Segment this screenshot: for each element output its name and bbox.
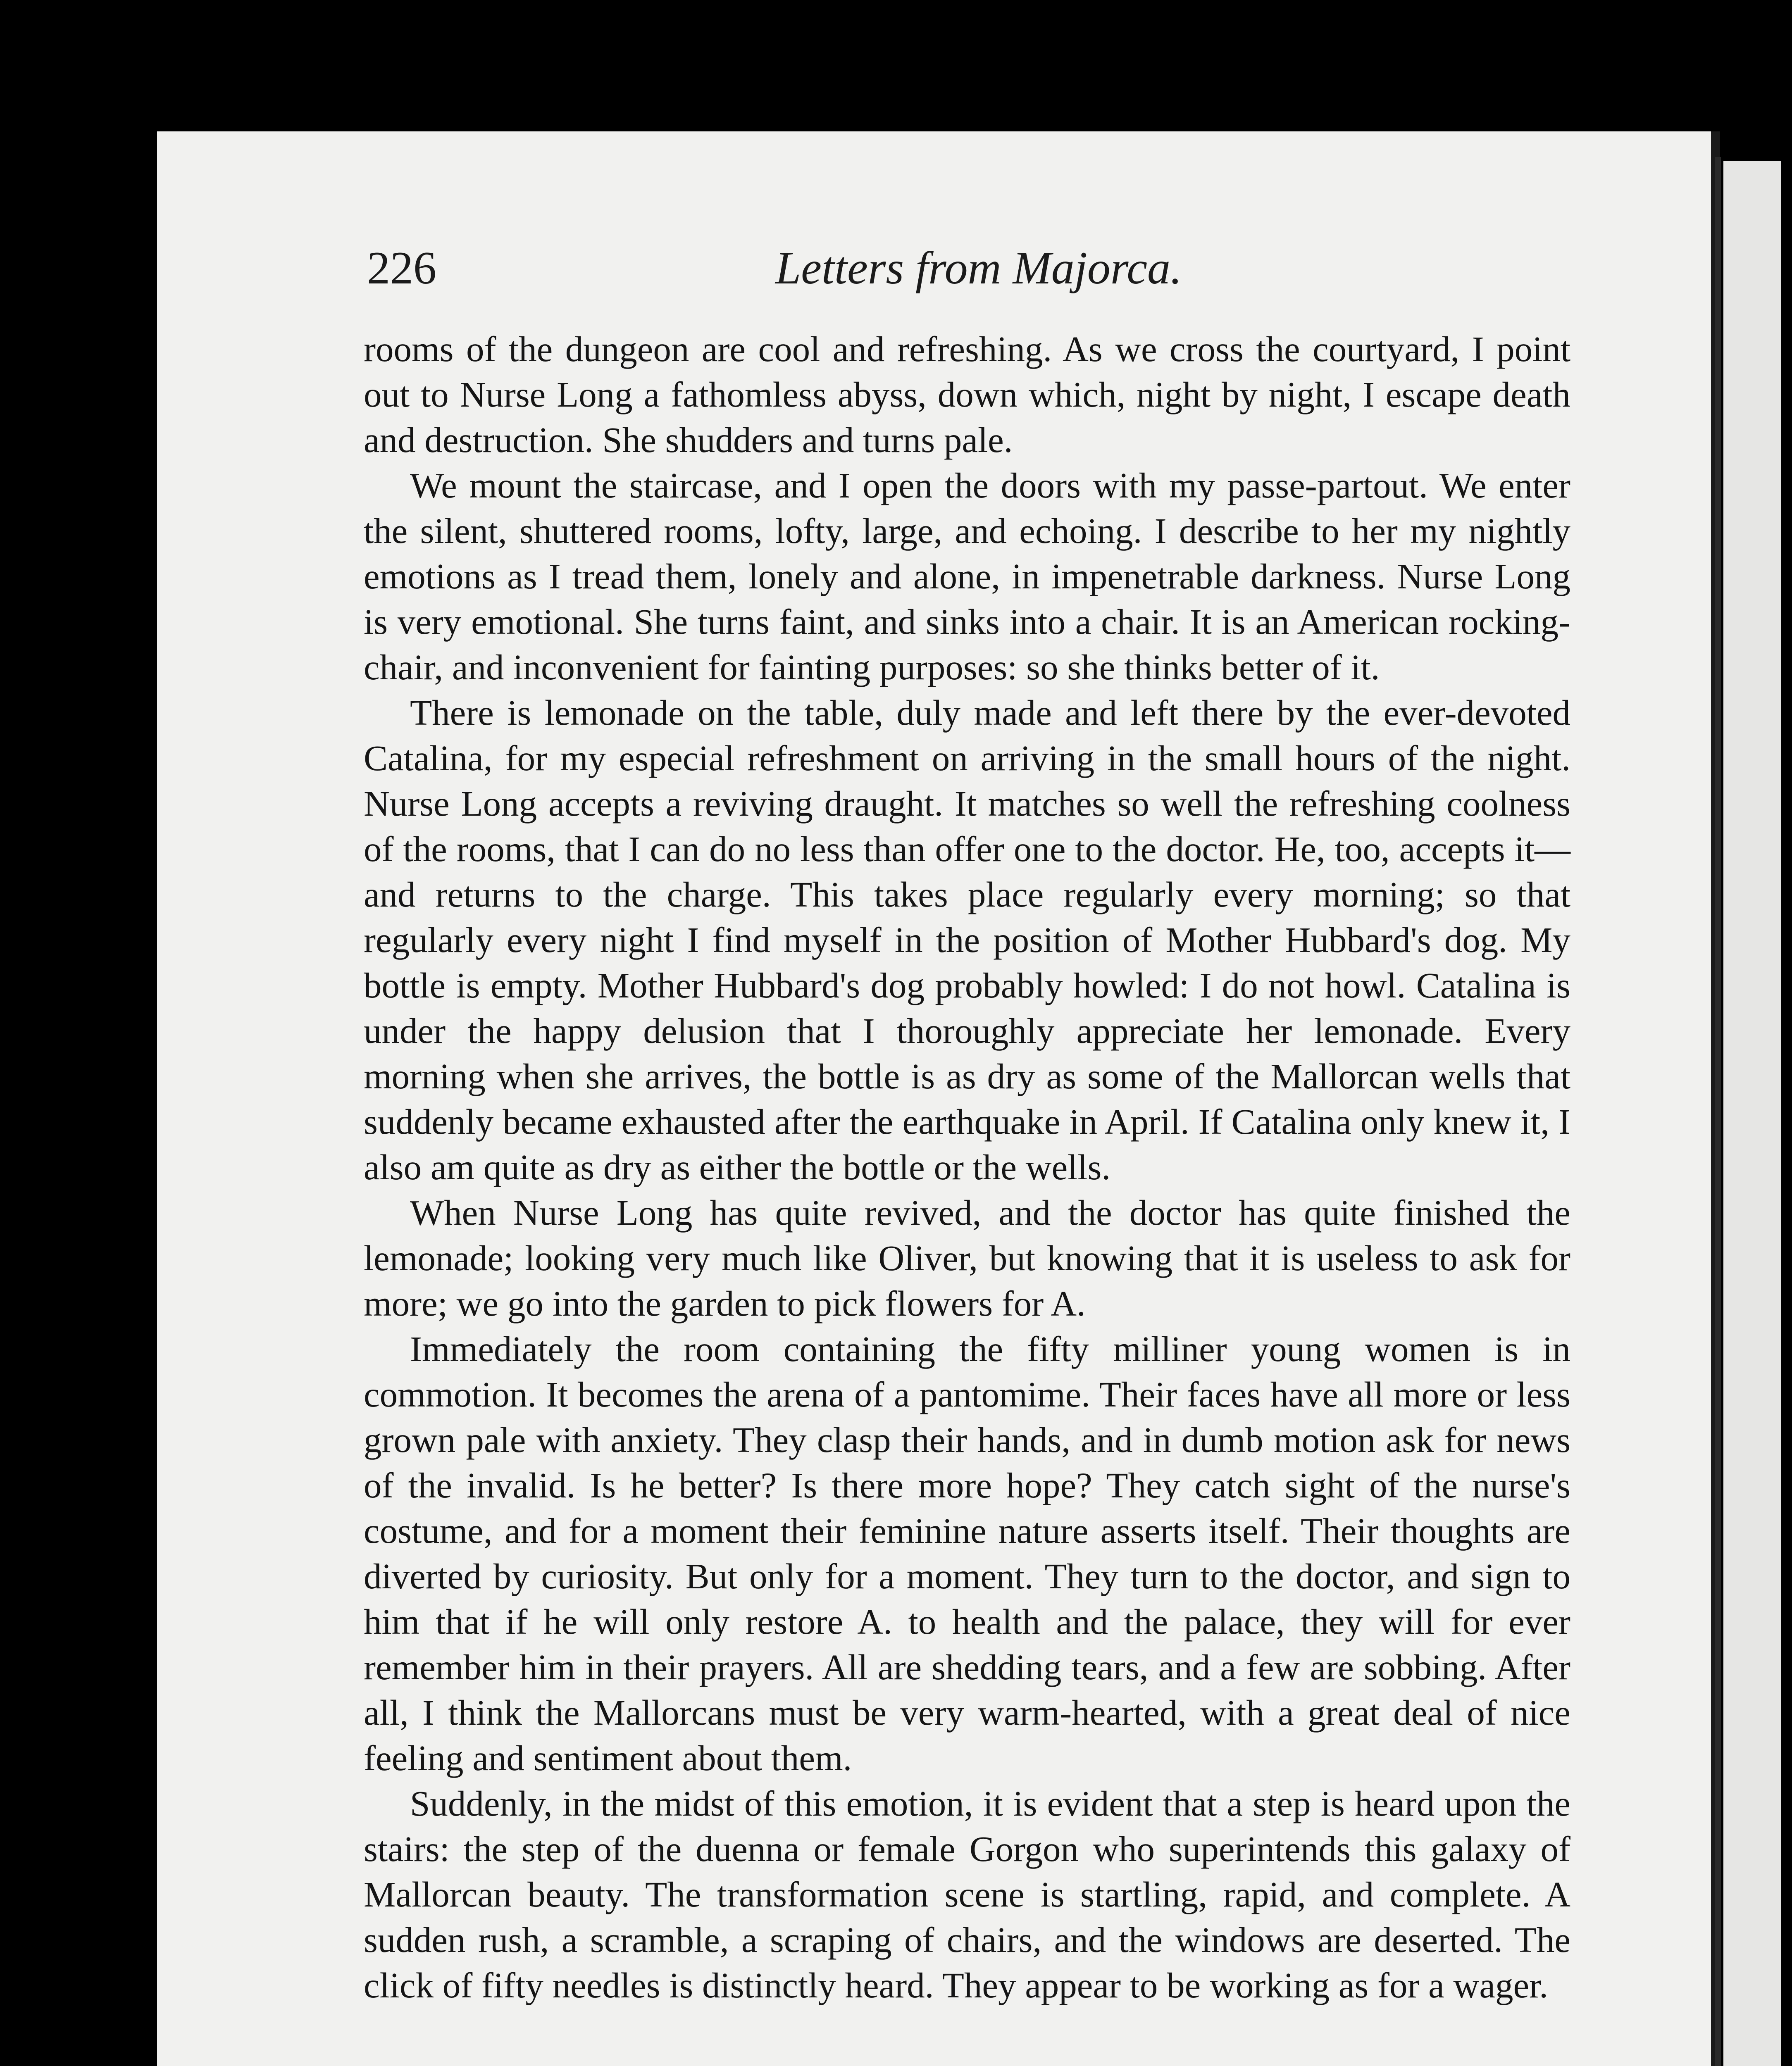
page-number: 226	[367, 243, 436, 294]
body-text	[364, 326, 1570, 2008]
paragraph: There is lemonade on the table, duly made and left there by the ever-devoted Catalina, for my especial refreshment on arriving in the small hours of the night. Nurse Long accepts a reviving draught. It matches so well the refreshing coolness of the rooms, that I can do no less than offer one to the doctor. He, too, accepts it—and returns to the charge. This takes place regularly every morning; so that regularly every night I find myself in the position of Mother Hubbard's dog. My bottle is empty. Mother Hubbard's dog probably howled: I do not howl. Catalina is under the happy delusion that I thoroughly appreciate her lemonade. Every morning when she arrives, the bottle is as dry as some of the Mallorcan wells that suddenly became exhausted after the earthquake in April. If Catalina only knew it, I also am quite as dry as either the bottle or the wells.	[364, 693, 1570, 1187]
page-header	[367, 242, 1590, 300]
paragraph: We mount the staircase, and I open the doors with my passe-partout. We enter the silent, shuttered rooms, lofty, large, and echoing. I describe to her my nightly emotions as I tread them, lonely and alone, in impenetrable darkness. Nurse Long is very emotional. She turns faint, and sinks into a chair. It is an American rocking-chair, and inconvenient for fainting purposes: so she thinks better of it.	[364, 465, 1570, 687]
paragraph: When Nurse Long has quite revived, and the doctor has quite finished the lemonade; looking very much like Oliver, but knowing that it is useless to ask for more; we go into the garden to pick flowers for A.	[364, 1192, 1570, 1323]
running-title: Letters from Majorca.	[775, 243, 1182, 294]
page-edge-line	[1715, 157, 1721, 2066]
paragraph: Suddenly, in the midst of this emotion, it is evident that a step is heard upon the stairs: the step of the duenna or female Gorgon who superintends this galaxy of Mallorcan beauty. The transformation scene is startling, rapid, and complete. A sudden rush, a scramble, a scraping of chairs, and the windows are deserted. The click of fifty needles is distinctly heard. They appear to be working as for a wager.	[364, 1783, 1570, 2005]
next-page-edge	[1723, 161, 1781, 2066]
paragraph: Immediately the room containing the fifty milliner young women is in commotion. It becomes the arena of a pantomime. Their faces have all more or less grown pale with anxiety. They clasp their hands, and in dumb motion ask for news of the invalid. Is he better? Is there more hope? They catch sight of the nurse's costume, and for a moment their feminine nature asserts itself. Their thoughts are diverted by curiosity. But only for a moment. They turn to the doctor, and sign to him that if he will only restore A. to health and the palace, they will for ever remember him in their prayers. All are shedding tears, and a few are sobbing. After all, I think the Mallorcans must be very warm-hearted, with a great deal of nice feeling and sentiment about them.	[364, 1329, 1570, 1778]
paragraph: rooms of the dungeon are cool and refreshing. As we cross the courtyard, I point out to Nurse Long a fathomless abyss, down which, night by night, I escape death and destruction. She shudders and turns pale.	[364, 329, 1570, 460]
